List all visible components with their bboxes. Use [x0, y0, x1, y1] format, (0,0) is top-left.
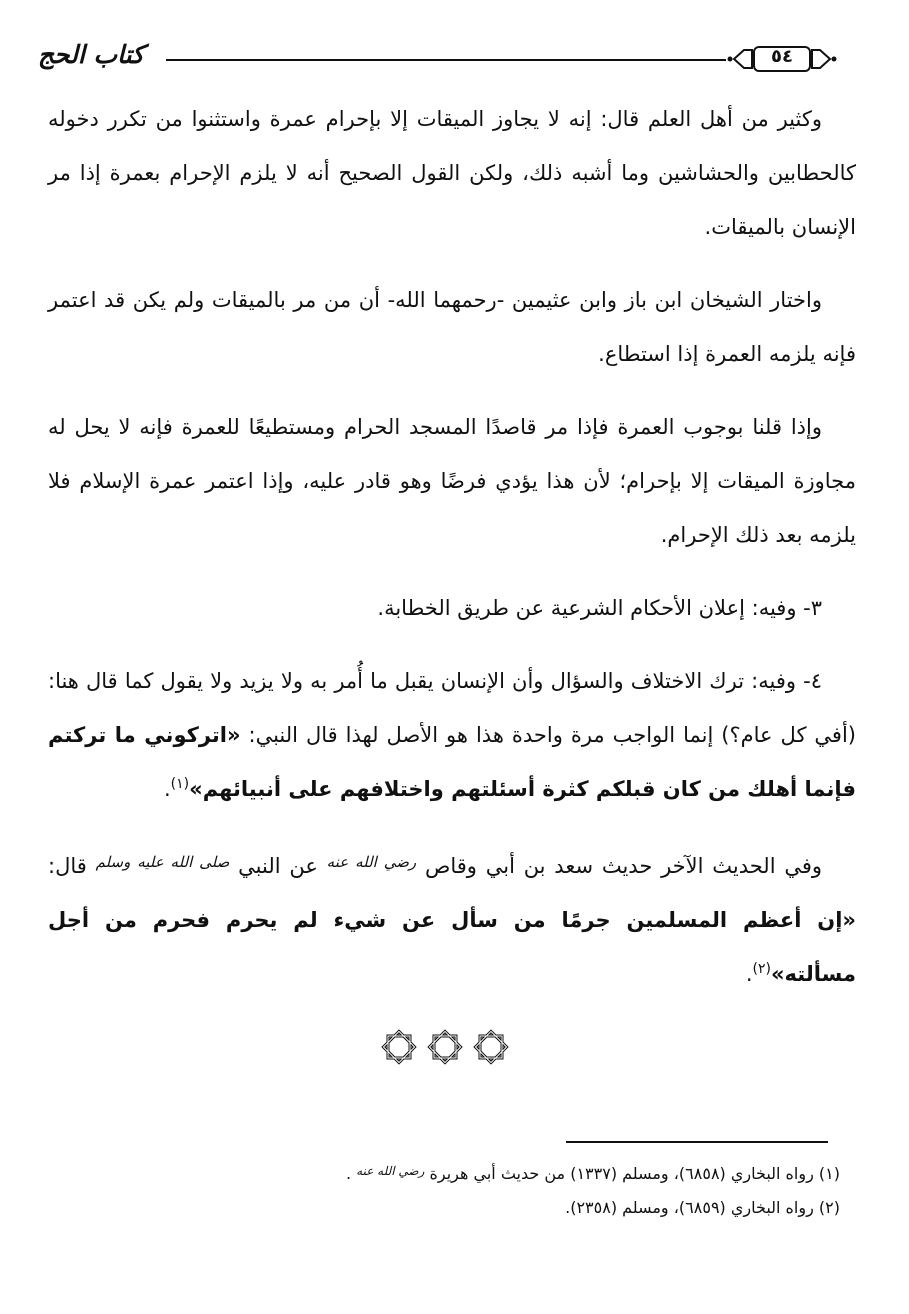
star-ornament-icon: [425, 1027, 465, 1067]
hadith-paragraph-intro: وفي الحديث الآخر حديث سعد بن أبي وقاص: [416, 854, 822, 878]
paragraph-2: واختار الشيخان ابن باز وابن عثيمين -رحمهما الله- أن من مر بالميقات ولم يكن قد اعتمر فإنه يلزمه العمرة إذا استطاع.: [48, 288, 856, 366]
main-text: [48, 92, 856, 1020]
footnote-1-text: (١) رواه البخاري (٦٨٥٨)، ومسلم (١٣٣٧) من حديث أبي هريرة: [424, 1164, 840, 1183]
page-number-badge: [726, 42, 838, 76]
header-rule: [166, 59, 726, 61]
footnote-1: [60, 1154, 840, 1191]
footnote-ref-1[interactable]: (١): [170, 776, 190, 792]
footnote-1-end: .: [345, 1164, 357, 1183]
footnote-2: [60, 1191, 840, 1225]
point-4-intro: ٤- وفيه: ترك الاختلاف والسؤال وأن الإنسان يقبل ما أُمر به ولا يزيد ولا يقول كما قال هنا: (أفي كل عام؟) إنما الواجب مرة واحدة هذا هو الأصل لهذا قال النبي:: [48, 669, 856, 747]
paragraph-3: وإذا قلنا بوجوب العمرة فإذا مر قاصدًا المسجد الحرام ومستطيعًا للعمرة فإنه لا يحل له مجاوزة الميقات إلا بإحرام؛ لأن هذا يؤدي فرضًا وهو قادر عليه، وإذا اعتمر عمرة الإسلام فلا يلزمه بعد ذلك الإحرام.: [48, 415, 856, 547]
hadith-paragraph-said: قال:: [48, 854, 96, 878]
page-number: ٥٤: [771, 46, 793, 67]
paragraph-1: وكثير من أهل العلم قال: إنه لا يجاوز الميقات إلا بإحرام عمرة واستثنوا من تكرر دخوله كالحطابين والحشاشين وما أشبه ذلك، ولكن القول الصحيح أنه لا يلزم الإحرام بعمرة إذا مر الإنسان بالميقات.: [48, 107, 856, 239]
prophet-honorific: صلى الله عليه وسلم: [95, 853, 230, 871]
page-header: [26, 38, 838, 82]
point-4: [48, 654, 856, 816]
hadith-paragraph: [48, 835, 856, 1001]
star-ornament-icon: [379, 1027, 419, 1067]
running-head-book-title: كتاب الحج: [37, 40, 145, 69]
hadith-paragraph-middle: عن النبي: [229, 854, 327, 878]
footnote-2-text: (٢) رواه البخاري (٦٨٥٩)، ومسلم (٢٣٥٨).: [565, 1198, 840, 1217]
point-4-hadith: «اتركوني ما تركتم فإنما أهلك من كان قبلكم كثرة أسئلتهم واختلافهم على أنبيائهم»: [48, 723, 856, 801]
star-ornament-icon: [471, 1027, 511, 1067]
footnote-1-honorific: رضي الله عنه: [356, 1164, 425, 1178]
hadith-paragraph-hadith: «إن أعظم المسلمين جرمًا من سأل عن شيء لم يحرم فحرم من أجل مسألته»: [48, 908, 856, 986]
companion-honorific: رضي الله عنه: [326, 853, 417, 871]
footnotes: [60, 1154, 840, 1225]
footnote-separator: [566, 1141, 828, 1143]
section-divider-ornaments: [378, 1027, 512, 1071]
point-4-end: .: [163, 777, 171, 801]
footnote-ref-2[interactable]: (٢): [752, 961, 771, 977]
point-3: ٣- وفيه: إعلان الأحكام الشرعية عن طريق الخطابة.: [377, 596, 822, 620]
hadith-paragraph-end: .: [745, 962, 753, 986]
